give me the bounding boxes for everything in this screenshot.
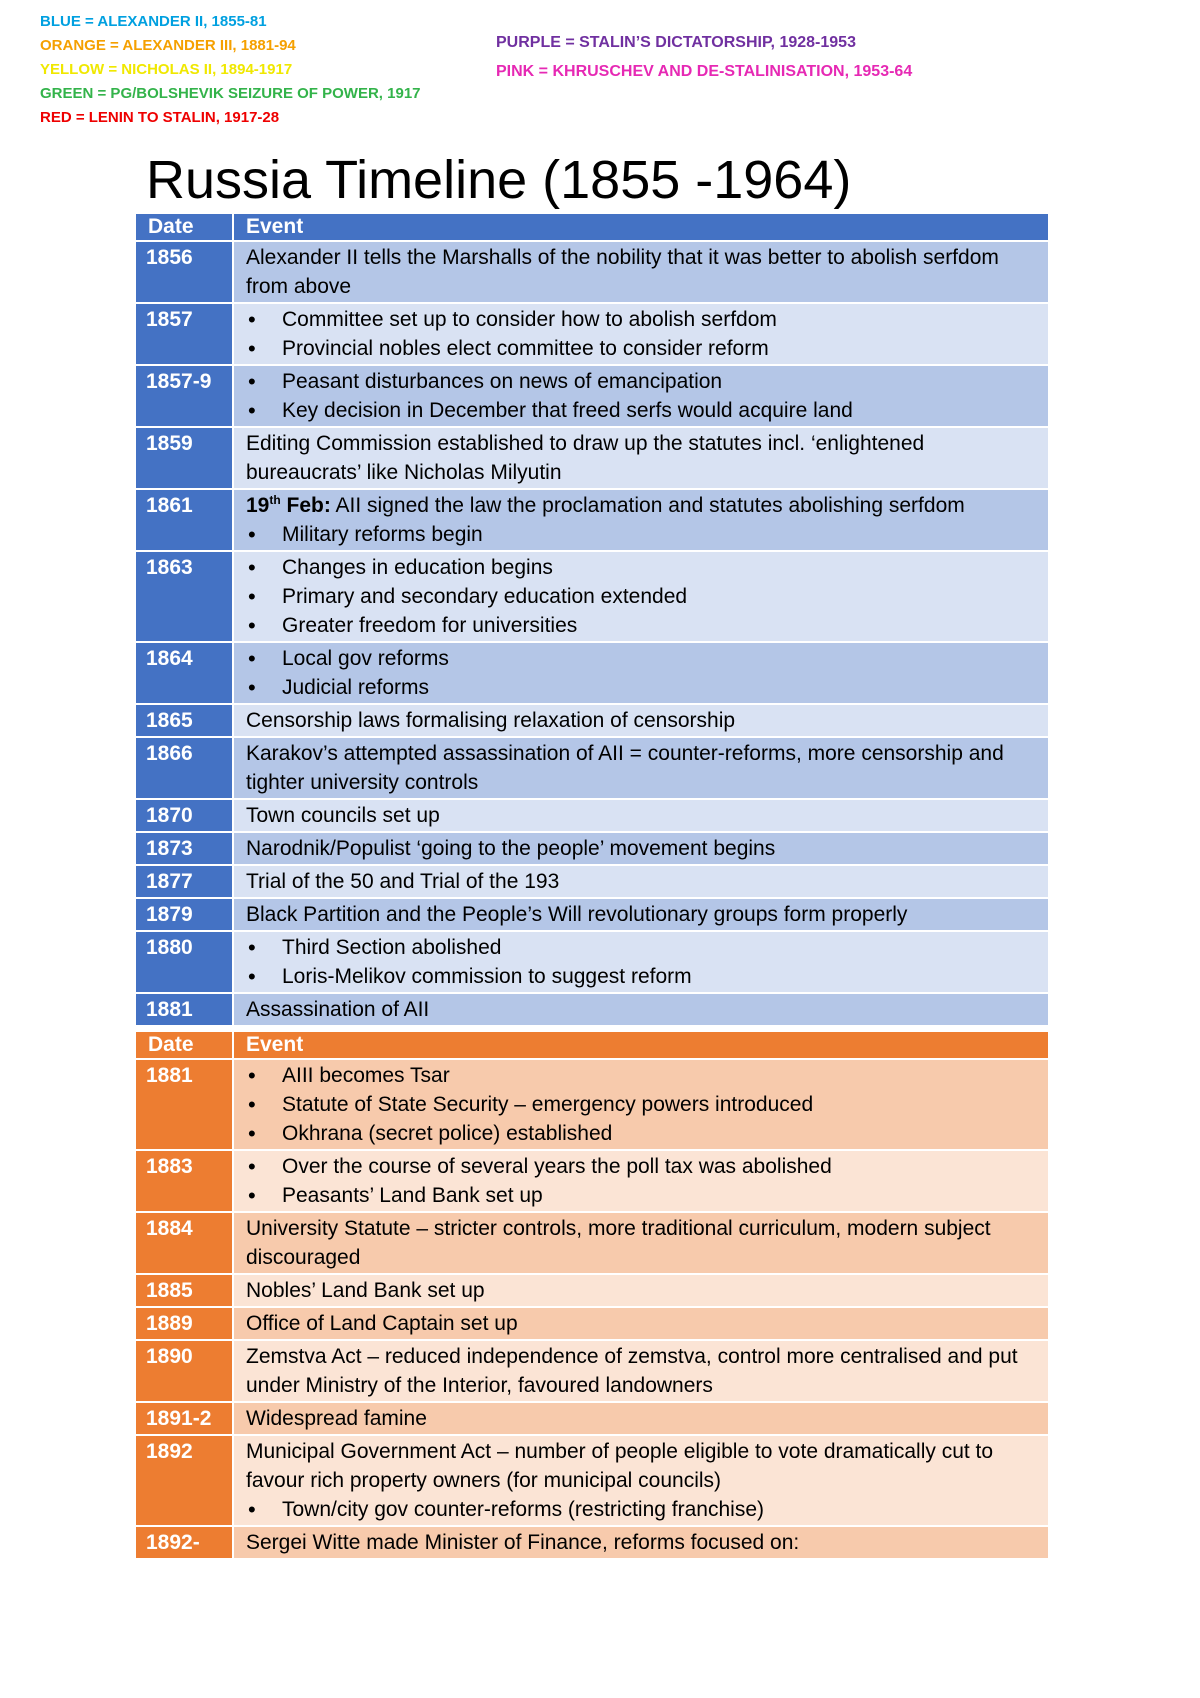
table-row bbox=[135, 551, 1049, 642]
row-event: Editing Commission established to draw up the statutes incl. ‘enlightened bureaucrats’ like Nicholas Milyutin bbox=[233, 427, 1049, 489]
timeline-table-alexander-ii bbox=[134, 212, 1050, 1027]
bullet-item: • Local gov reforms bbox=[246, 644, 1036, 673]
table-row bbox=[135, 898, 1049, 931]
row-date: 1890 bbox=[135, 1340, 233, 1402]
table-row bbox=[135, 799, 1049, 832]
row-date: 1883 bbox=[135, 1150, 233, 1212]
lead-ordinal: th bbox=[269, 493, 281, 507]
table-row bbox=[135, 642, 1049, 704]
table-row bbox=[135, 1435, 1049, 1526]
row-event: Sergei Witte made Minister of Finance, reforms focused on: bbox=[233, 1526, 1049, 1559]
bullet-item: • Military reforms begin bbox=[246, 520, 1036, 549]
row-event: Widespread famine bbox=[233, 1402, 1049, 1435]
page-title: Russia Timeline (1855 -1964) bbox=[146, 150, 852, 210]
row-event bbox=[233, 1150, 1049, 1212]
bullet-item: • Committee set up to consider how to abolish serfdom bbox=[246, 305, 1036, 334]
table-row bbox=[135, 704, 1049, 737]
bullet-item: • Peasants’ Land Bank set up bbox=[246, 1181, 1036, 1210]
table-row bbox=[135, 427, 1049, 489]
legend-yellow: YELLOW = NICHOLAS II, 1894-1917 bbox=[40, 61, 293, 78]
table-row bbox=[135, 865, 1049, 898]
row-date: 1885 bbox=[135, 1274, 233, 1307]
row-event bbox=[233, 365, 1049, 427]
table-row bbox=[135, 1274, 1049, 1307]
row-date: 1881 bbox=[135, 1059, 233, 1150]
row-date: 1873 bbox=[135, 832, 233, 865]
table-row bbox=[135, 241, 1049, 303]
row-event: Office of Land Captain set up bbox=[233, 1307, 1049, 1340]
row-event bbox=[233, 931, 1049, 993]
bullet-item: • Statute of State Security – emergency powers introduced bbox=[246, 1090, 1036, 1119]
table-row bbox=[135, 489, 1049, 551]
table-row bbox=[135, 365, 1049, 427]
bullet-item: • Over the course of several years the poll tax was abolished bbox=[246, 1152, 1036, 1181]
row-date: 1856 bbox=[135, 241, 233, 303]
row-date: 1863 bbox=[135, 551, 233, 642]
row-date: 1881 bbox=[135, 993, 233, 1026]
row-date: 1889 bbox=[135, 1307, 233, 1340]
row-event bbox=[233, 551, 1049, 642]
table-header-row bbox=[135, 1031, 1049, 1059]
row-date: 1884 bbox=[135, 1212, 233, 1274]
bullet-item: • Greater freedom for universities bbox=[246, 611, 1036, 640]
row-date: 1877 bbox=[135, 865, 233, 898]
legend-pink: PINK = KHRUSCHEV AND DE-STALINISATION, 1953-64 bbox=[496, 63, 913, 80]
bullet-item: • Third Section abolished bbox=[246, 933, 1036, 962]
lead-month: Feb: bbox=[280, 494, 331, 517]
row-event: Town councils set up bbox=[233, 799, 1049, 832]
bullet-item: • Provincial nobles elect committee to consider reform bbox=[246, 334, 1036, 363]
table-row bbox=[135, 993, 1049, 1026]
row-date: 1857 bbox=[135, 303, 233, 365]
table-row bbox=[135, 1212, 1049, 1274]
row-event: Nobles’ Land Bank set up bbox=[233, 1274, 1049, 1307]
legend-red: RED = LENIN TO STALIN, 1917-28 bbox=[40, 109, 280, 126]
row-event: Narodnik/Populist ‘going to the people’ movement begins bbox=[233, 832, 1049, 865]
row-event: Zemstva Act – reduced independence of zemstva, control more centralised and put under Ministry of the Interior, favoured landowners bbox=[233, 1340, 1049, 1402]
event-text: Municipal Government Act – number of people eligible to vote dramatically cut to favour rich property owners (for municipal councils) bbox=[246, 1440, 994, 1492]
row-date: 1864 bbox=[135, 642, 233, 704]
row-event: Trial of the 50 and Trial of the 193 bbox=[233, 865, 1049, 898]
color-legend-left bbox=[40, 10, 421, 130]
row-event: Black Partition and the People’s Will revolutionary groups form properly bbox=[233, 898, 1049, 931]
bullet-item: • Changes in education begins bbox=[246, 553, 1036, 582]
table-row bbox=[135, 931, 1049, 993]
row-date: 1892- bbox=[135, 1526, 233, 1559]
bullet-item: • Okhrana (secret police) established bbox=[246, 1119, 1036, 1148]
bullet-item: • Loris-Melikov commission to suggest reform bbox=[246, 962, 1036, 991]
row-date: 1870 bbox=[135, 799, 233, 832]
bullet-item: • AIII becomes Tsar bbox=[246, 1061, 1036, 1090]
row-date: 1865 bbox=[135, 704, 233, 737]
event-text: AII signed the law the proclamation and statutes abolishing serfdom bbox=[330, 494, 965, 517]
table-row bbox=[135, 1150, 1049, 1212]
lead-day: 19 bbox=[246, 494, 270, 517]
date-column-header: Date bbox=[135, 1031, 233, 1059]
event-column-header: Event bbox=[233, 1031, 1049, 1059]
row-date: 1857-9 bbox=[135, 365, 233, 427]
row-event: Alexander II tells the Marshalls of the nobility that it was better to abolish serfdom from above bbox=[233, 241, 1049, 303]
row-event: University Statute – stricter controls, more traditional curriculum, modern subject discouraged bbox=[233, 1212, 1049, 1274]
row-event bbox=[233, 489, 1049, 551]
row-date: 1859 bbox=[135, 427, 233, 489]
row-event: Assassination of AII bbox=[233, 993, 1049, 1026]
row-date: 1879 bbox=[135, 898, 233, 931]
row-event bbox=[233, 1435, 1049, 1526]
row-event: Censorship laws formalising relaxation of censorship bbox=[233, 704, 1049, 737]
table-row bbox=[135, 832, 1049, 865]
bullet-item: • Judicial reforms bbox=[246, 673, 1036, 702]
table-row bbox=[135, 1059, 1049, 1150]
row-date: 1892 bbox=[135, 1435, 233, 1526]
color-legend-right bbox=[496, 28, 936, 86]
legend-purple: PURPLE = STALIN’S DICTATORSHIP, 1928-1953 bbox=[496, 34, 856, 51]
legend-orange: ORANGE = ALEXANDER III, 1881-94 bbox=[40, 37, 296, 54]
table-row bbox=[135, 1307, 1049, 1340]
event-column-header: Event bbox=[233, 213, 1049, 241]
row-date: 1866 bbox=[135, 737, 233, 799]
row-event bbox=[233, 642, 1049, 704]
timeline-table-alexander-iii bbox=[134, 1030, 1050, 1560]
event-date-lead bbox=[246, 494, 331, 517]
table-row bbox=[135, 1340, 1049, 1402]
legend-blue: BLUE = ALEXANDER II, 1855-81 bbox=[40, 13, 267, 30]
event-lead-line bbox=[246, 491, 1036, 520]
date-column-header: Date bbox=[135, 213, 233, 241]
row-event bbox=[233, 1059, 1049, 1150]
row-date: 1861 bbox=[135, 489, 233, 551]
bullet-item: • Town/city gov counter-reforms (restricting franchise) bbox=[246, 1495, 1036, 1524]
bullet-item: • Peasant disturbances on news of emancipation bbox=[246, 367, 1036, 396]
row-event: Karakov’s attempted assassination of AII = counter-reforms, more censorship and tighter university controls bbox=[233, 737, 1049, 799]
table-row bbox=[135, 303, 1049, 365]
row-event bbox=[233, 303, 1049, 365]
table-header-row bbox=[135, 213, 1049, 241]
bullet-item: • Key decision in December that freed serfs would acquire land bbox=[246, 396, 1036, 425]
legend-green: GREEN = PG/BOLSHEVIK SEIZURE OF POWER, 1917 bbox=[40, 85, 421, 102]
table-row bbox=[135, 1526, 1049, 1559]
table-row bbox=[135, 737, 1049, 799]
row-date: 1891-2 bbox=[135, 1402, 233, 1435]
bullet-item: • Primary and secondary education extended bbox=[246, 582, 1036, 611]
row-date: 1880 bbox=[135, 931, 233, 993]
table-row bbox=[135, 1402, 1049, 1435]
